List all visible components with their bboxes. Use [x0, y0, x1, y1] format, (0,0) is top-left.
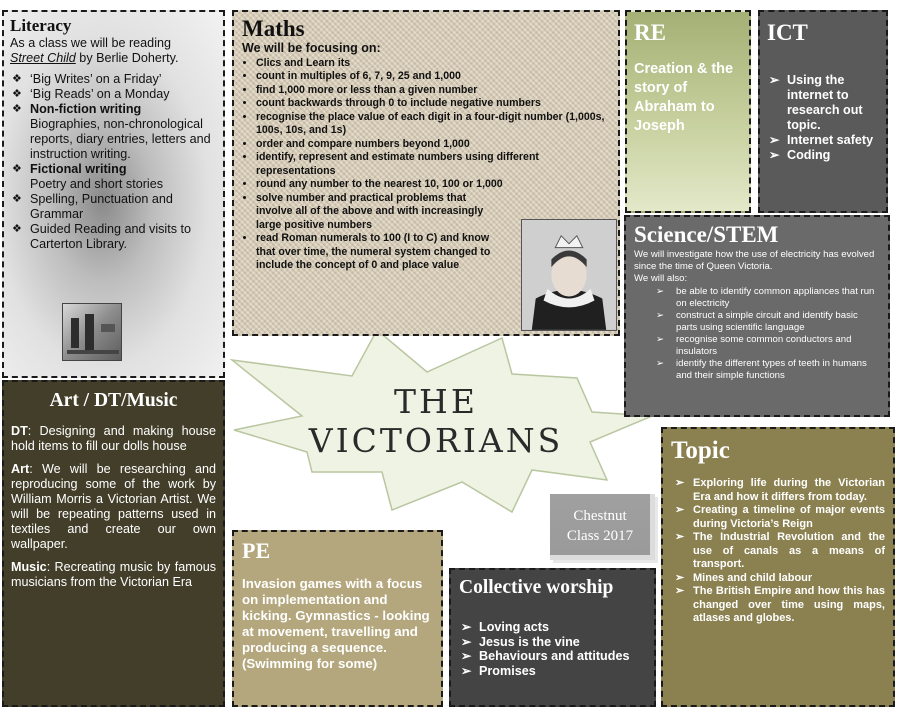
- arrow-bullet-icon: ➢: [769, 148, 780, 162]
- list-item: ➢ Internet safety: [769, 133, 874, 147]
- list-item: ➢ The Industrial Revolution and the use of canals as a means of transport.: [675, 531, 885, 570]
- re-text: Creation & the story of Abraham to Joseph: [634, 61, 734, 134]
- arrow-bullet-icon: ➢: [656, 310, 665, 321]
- list-item: • read Roman numerals to 100 (I to C) and know that over time, the numeral system changed to include the concept of 0 and place value: [256, 232, 496, 273]
- art-panel: [2, 380, 225, 707]
- list-item: • count in multiples of 6, 7, 9, 25 and 1,000: [256, 70, 610, 84]
- re-title: RE: [634, 20, 666, 45]
- diamond-bullet-icon: ❖: [12, 193, 22, 205]
- literacy-intro: As a class we will be reading Street Child by Berlie Doherty.: [10, 36, 179, 65]
- pe-text: Invasion games with a focus on implementation and kicking. Gymnastics - looking at movement, travelling and producing a sequence. (Swimming for some): [242, 576, 430, 671]
- arrow-bullet-icon: ➢: [461, 620, 472, 634]
- list-item: ❖ ‘Big Reads’ on a Monday: [12, 87, 170, 101]
- list-item: ❖ Fictional writing Poetry and short stories: [12, 162, 163, 191]
- arrow-bullet-icon: ➢: [675, 504, 685, 516]
- diamond-bullet-icon: ❖: [12, 73, 22, 85]
- arrow-bullet-icon: ➢: [675, 477, 685, 489]
- topic-title: [280, 382, 592, 460]
- science-also: We will also:: [634, 273, 688, 284]
- list-item: • recognise the place value of each digit in a four-digit number (1,000s, 100s, 10s, and 1s): [256, 111, 610, 138]
- class-label-line-2: Class 2017: [566, 528, 634, 544]
- pe-title: PE: [242, 538, 271, 563]
- diamond-bullet-icon: ❖: [12, 223, 22, 235]
- pe-panel: [232, 530, 443, 707]
- list-item: ➢ Coding: [769, 148, 831, 162]
- list-item: ➢ Promises: [461, 663, 536, 678]
- list-item: • count backwards through 0 to include negative numbers: [256, 97, 610, 111]
- arrow-bullet-icon: ➢: [656, 334, 665, 345]
- list-item: • find 1,000 more or less than a given number: [256, 84, 610, 98]
- art-title: Art / DT/Music: [49, 390, 178, 411]
- list-item: ❖ Non-fiction writing Biographies, non-chronological reports, diary entries, letters and instruction writing.: [12, 102, 211, 161]
- list-item: ❖ Spelling, Punctuation and Grammar: [12, 192, 173, 221]
- literacy-title: Literacy: [10, 16, 72, 35]
- list-item: ➢ Loving acts: [461, 620, 549, 634]
- arrow-bullet-icon: ➢: [461, 663, 472, 678]
- arrow-bullet-icon: ➢: [769, 73, 780, 87]
- list-item: ➢ Using the internet to research out topic.: [769, 73, 863, 132]
- list-item: ➢ be able to identify common appliances that run on electricity: [656, 286, 875, 309]
- list-item: • identify, represent and estimate numbers using different representations: [256, 151, 610, 178]
- topic-title-line-2: VICTORIANS: [308, 421, 564, 460]
- diamond-bullet-icon: ❖: [12, 88, 22, 100]
- arrow-bullet-icon: ➢: [656, 358, 665, 369]
- topic-list: [671, 477, 885, 626]
- list-item: ➢ Mines and child labour: [675, 571, 813, 584]
- arrow-bullet-icon: ➢: [461, 634, 472, 649]
- queen-victoria-portrait-icon: [521, 219, 617, 331]
- class-label-line-1: Chestnut: [573, 508, 627, 524]
- worship-list: [459, 620, 646, 678]
- list-item: ❖ ‘Big Writes’ on a Friday’: [12, 72, 162, 86]
- list-item: ➢ Behaviours and attitudes: [461, 649, 630, 663]
- music-paragraph: Music: Recreating music by famous musicians from the Victorian Era: [11, 560, 216, 589]
- list-item: ➢ The British Empire and how this has changed over time using maps, atlases and globes.: [675, 585, 885, 624]
- science-intro: We will investigate how the use of electricity has evolved since the time of Queen Victoria.: [634, 249, 875, 272]
- arrow-bullet-icon: ➢: [675, 585, 685, 597]
- arrow-bullet-icon: ➢: [675, 531, 685, 543]
- re-panel: [625, 10, 751, 213]
- diamond-bullet-icon: ❖: [12, 103, 22, 115]
- science-list: [634, 286, 880, 382]
- science-title: Science/STEM: [634, 222, 779, 247]
- ict-title: ICT: [767, 20, 808, 45]
- ict-list: [767, 73, 879, 163]
- list-item: • Clics and Learn its: [256, 57, 610, 71]
- diamond-bullet-icon: ❖: [12, 163, 22, 175]
- list-item: • order and compare numbers beyond 1,000: [256, 138, 610, 152]
- arrow-bullet-icon: ➢: [675, 571, 685, 584]
- list-item: ➢ construct a simple circuit and identify basic parts using scientific language: [656, 310, 858, 333]
- list-item: ➢ Jesus is the vine: [461, 634, 580, 649]
- dt-paragraph: DT: Designing and making house hold items to fill our dolls house: [11, 424, 216, 453]
- art-paragraph: Art: We will be researching and reproducing some of the work by William Morris a Victorian Artist. We will be repeating patterns used in textiles and create our own wallpaper.: [11, 462, 216, 551]
- list-item: ➢ Creating a timeline of major events during Victoria’s Reign: [675, 504, 885, 530]
- topic-panel: [661, 427, 895, 707]
- victorian-factory-photo-icon: [62, 303, 122, 361]
- ict-panel: [758, 10, 888, 213]
- maths-title: Maths: [242, 16, 305, 41]
- literacy-panel: [2, 10, 225, 378]
- list-item: ➢ Exploring life during the Victorian Era and how it differs from today.: [675, 477, 885, 503]
- list-item: ❖ Guided Reading and visits to Carterton Library.: [12, 222, 192, 251]
- topic-panel-title: Topic: [671, 437, 730, 464]
- book-title: Street Child: [10, 51, 76, 65]
- arrow-bullet-icon: ➢: [769, 133, 780, 147]
- worship-title: Collective worship: [459, 577, 614, 598]
- arrow-bullet-icon: ➢: [656, 286, 665, 297]
- list-item: ➢ identify the different types of teeth in humans and their simple functions: [656, 358, 867, 381]
- list-item: • solve number and practical problems that involve all of the above and with increasingly large positive numbers: [256, 192, 496, 233]
- topic-title-line-1: THE: [394, 382, 478, 421]
- worship-panel: [449, 568, 656, 707]
- arrow-bullet-icon: ➢: [461, 649, 472, 663]
- maths-panel: [232, 10, 620, 336]
- class-label: [550, 494, 655, 560]
- list-item: • round any number to the nearest 10, 100 or 1,000: [256, 178, 610, 192]
- literacy-list: [10, 72, 217, 252]
- maths-intro: We will be focusing on:: [242, 41, 381, 55]
- list-item: ➢ recognise some common conductors and insulators: [656, 334, 852, 357]
- science-panel: [624, 215, 890, 417]
